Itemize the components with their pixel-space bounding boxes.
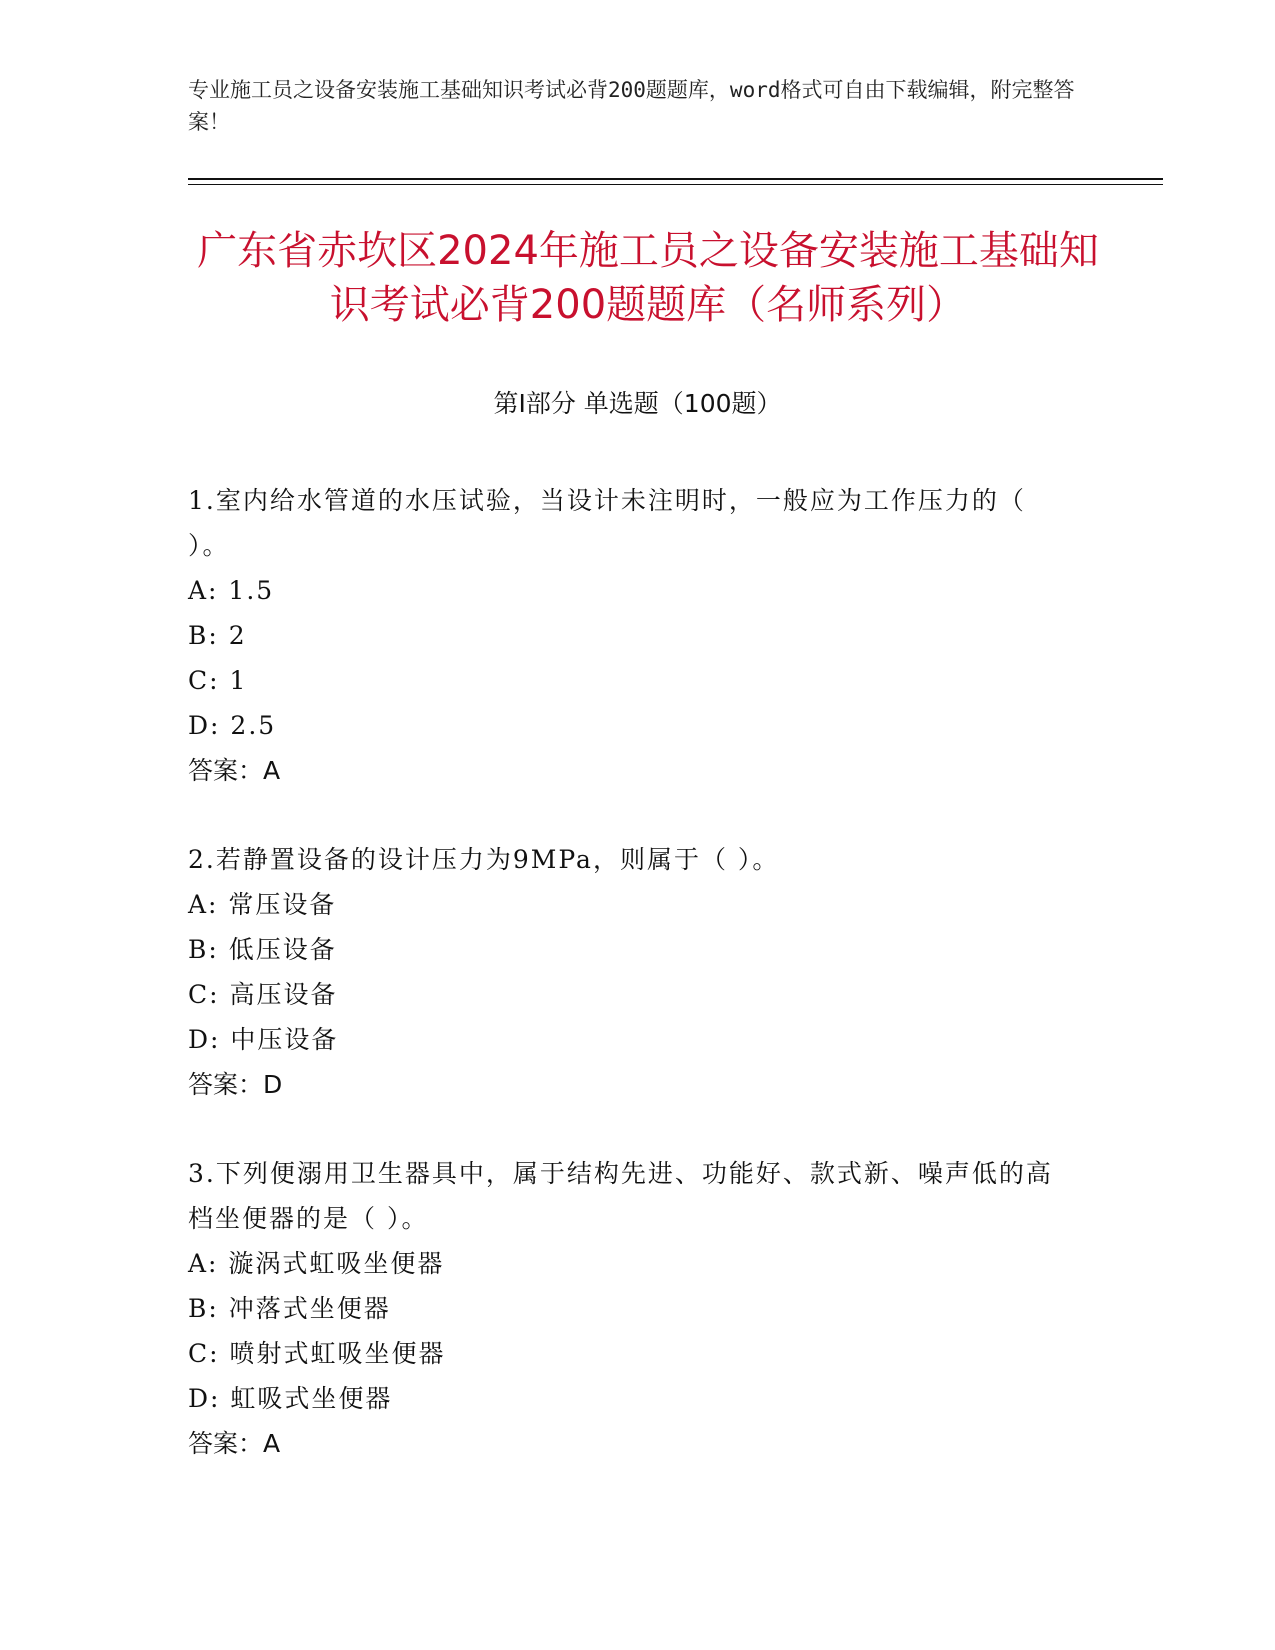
option-d: D: 虹吸式坐便器	[188, 1384, 393, 1413]
option-c: C: 喷射式虹吸坐便器	[188, 1339, 446, 1368]
answer-label: 答案：A	[188, 756, 281, 785]
option-a: A: 漩涡式虹吸坐便器	[188, 1249, 445, 1278]
question-1	[188, 478, 1068, 793]
answer-label: 答案：D	[188, 1070, 283, 1099]
option-a: A: 常压设备	[188, 890, 337, 919]
document-title: 广东省赤坎区2024年施工员之设备安装施工基础知识考试必背200题题库（名师系列）	[197, 228, 1099, 328]
option-c: C: 高压设备	[188, 980, 338, 1009]
question-stem: 1.室内给水管道的水压试验，当设计未注明时，一般应为工作压力的（ ）。	[188, 486, 1026, 560]
option-d: D: 中压设备	[188, 1025, 339, 1054]
option-d: D: 2.5	[188, 711, 277, 740]
section-title: 第Ⅰ部分 单选题（100题）	[493, 389, 782, 418]
option-b: B: 低压设备	[188, 935, 337, 964]
option-c: C: 1	[188, 666, 248, 695]
answer-label: 答案：A	[188, 1429, 281, 1458]
question-stem: 3.下列便溺用卫生器具中，属于结构先进、功能好、款式新、噪声低的高档坐便器的是（ ）。	[188, 1159, 1053, 1233]
option-b: B: 2	[188, 621, 247, 650]
option-b: B: 冲落式坐便器	[188, 1294, 391, 1323]
header-note: 专业施工员之设备安装施工基础知识考试必背200题题库，word格式可自由下载编辑，附完整答案！	[188, 78, 1075, 134]
header-divider-thick	[188, 178, 1163, 180]
question-list	[188, 478, 1068, 1510]
question-3	[188, 1151, 1068, 1466]
question-stem: 2.若静置设备的设计压力为9MPa，则属于（ ）。	[188, 845, 780, 874]
question-2	[188, 837, 1068, 1107]
header-divider-thin	[188, 184, 1163, 185]
option-a: A: 1.5	[188, 576, 275, 605]
